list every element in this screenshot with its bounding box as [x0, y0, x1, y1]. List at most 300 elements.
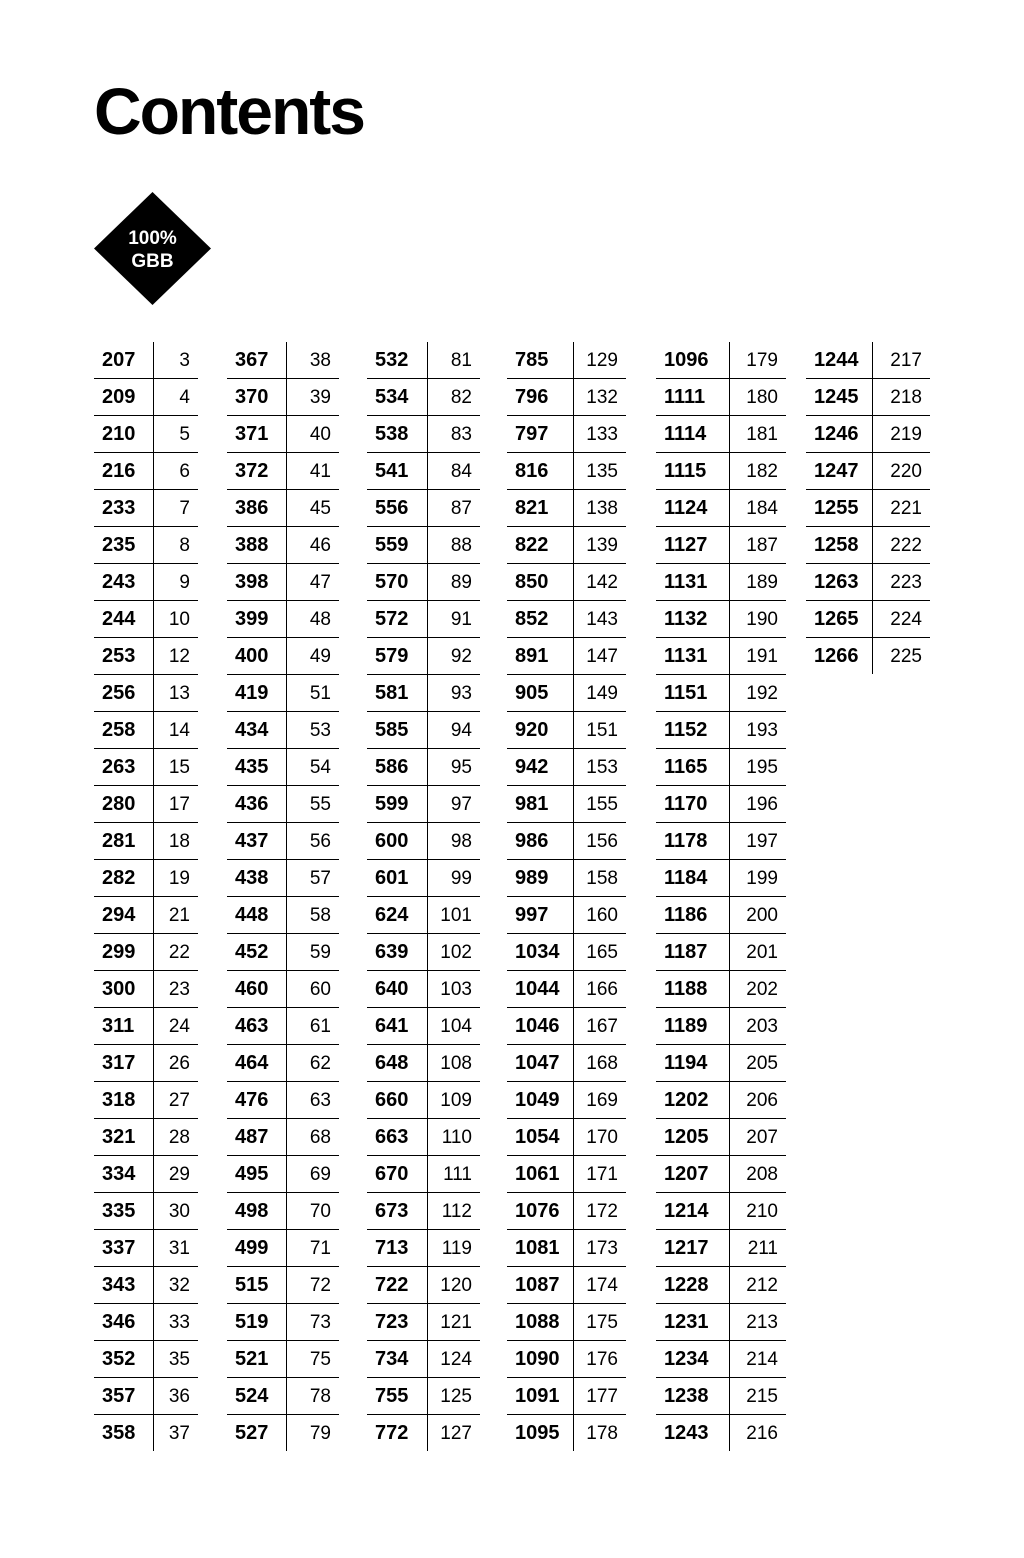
contents-row: [227, 342, 339, 379]
page-number: 29: [153, 1156, 198, 1193]
entry-number: 1202: [656, 1082, 729, 1119]
page-number: 119: [427, 1230, 480, 1267]
contents-row: [94, 1193, 198, 1230]
entry-number: 920: [507, 712, 573, 749]
contents-row: [806, 527, 930, 564]
entry-number: 1114: [656, 416, 729, 453]
entry-number: 586: [367, 749, 427, 786]
entry-number: 1188: [656, 971, 729, 1008]
contents-column-2: [227, 342, 339, 1451]
page-number: 158: [573, 860, 626, 897]
entry-number: 372: [227, 453, 286, 490]
entry-number: 464: [227, 1045, 286, 1082]
page-number: 9: [153, 564, 198, 601]
page-number: 174: [573, 1267, 626, 1304]
page-number: 171: [573, 1156, 626, 1193]
entry-number: 1054: [507, 1119, 573, 1156]
entry-number: 263: [94, 749, 153, 786]
page-number: 216: [729, 1415, 786, 1452]
contents-column-4: [507, 342, 626, 1451]
contents-row: [227, 1082, 339, 1119]
entry-number: 499: [227, 1230, 286, 1267]
page-number: 143: [573, 601, 626, 638]
entry-number: 521: [227, 1341, 286, 1378]
contents-row: [94, 342, 198, 379]
contents-row: [367, 564, 480, 601]
contents-row: [367, 1267, 480, 1304]
page-number: 84: [427, 453, 480, 490]
page-number: 221: [872, 490, 930, 527]
entry-number: 942: [507, 749, 573, 786]
entry-number: 1207: [656, 1156, 729, 1193]
page-number: 215: [729, 1378, 786, 1415]
contents-row: [227, 379, 339, 416]
page-number: 36: [153, 1378, 198, 1415]
contents-row: [367, 860, 480, 897]
entry-number: 1127: [656, 527, 729, 564]
page-number: 92: [427, 638, 480, 675]
contents-row: [507, 1378, 626, 1415]
entry-number: 1178: [656, 823, 729, 860]
contents-row: [507, 860, 626, 897]
contents-row: [227, 1378, 339, 1415]
contents-row: [367, 675, 480, 712]
page-number: 51: [286, 675, 339, 712]
entry-number: 317: [94, 1045, 153, 1082]
entry-number: 1189: [656, 1008, 729, 1045]
page-number: 93: [427, 675, 480, 712]
page-number: 125: [427, 1378, 480, 1415]
contents-row: [367, 897, 480, 934]
page-number: 31: [153, 1230, 198, 1267]
page-number: 224: [872, 601, 930, 638]
entry-number: 1194: [656, 1045, 729, 1082]
page-number: 219: [872, 416, 930, 453]
entry-number: 772: [375, 1422, 409, 1444]
entry-number: 386: [227, 490, 286, 527]
entry-number: 436: [227, 786, 286, 823]
page-number: 70: [286, 1193, 339, 1230]
page-number: 81: [427, 342, 480, 379]
contents-row: [227, 601, 339, 638]
page-number: 156: [573, 823, 626, 860]
entry-number: 660: [367, 1082, 427, 1119]
entry-number: 209: [94, 379, 153, 416]
entry-number: 532: [367, 342, 427, 379]
page-number: 197: [729, 823, 786, 860]
entry-number: 1124: [656, 490, 729, 527]
page-number: 28: [153, 1119, 198, 1156]
page-number: 26: [153, 1045, 198, 1082]
page-number: 190: [729, 601, 786, 638]
entry-number: 282: [94, 860, 153, 897]
page-number: 12: [153, 638, 198, 675]
contents-row: [227, 860, 339, 897]
page-number: 98: [427, 823, 480, 860]
page-number: 14: [153, 712, 198, 749]
entry-number: 1247: [806, 453, 872, 490]
contents-row: [227, 897, 339, 934]
entry-number: 233: [94, 490, 153, 527]
entry-number: 524: [227, 1378, 286, 1415]
contents-row: [507, 1267, 626, 1304]
contents-row: [94, 1415, 198, 1452]
page-number: 212: [729, 1267, 786, 1304]
contents-row: [367, 971, 480, 1008]
entry-number: 559: [367, 527, 427, 564]
page-number: 63: [286, 1082, 339, 1119]
page-number: 83: [427, 416, 480, 453]
entry-number: 1088: [507, 1304, 573, 1341]
entry-number: 600: [367, 823, 427, 860]
page-number: 49: [286, 638, 339, 675]
page-number: 153: [573, 749, 626, 786]
contents-row: [806, 638, 930, 675]
entry-number: 487: [227, 1119, 286, 1156]
entry-number: 541: [367, 453, 427, 490]
contents-row: [227, 490, 339, 527]
entry-number: 358: [102, 1422, 136, 1444]
entry-number: 601: [367, 860, 427, 897]
page-number: 133: [573, 416, 626, 453]
page-number: 206: [729, 1082, 786, 1119]
page-number: 165: [573, 934, 626, 971]
page-number: 75: [286, 1341, 339, 1378]
entry-number: 300: [94, 971, 153, 1008]
contents-row: [227, 1415, 339, 1452]
entry-number: 981: [507, 786, 573, 823]
contents-row: [367, 1008, 480, 1045]
entry-number: 1115: [656, 453, 729, 490]
page-number: 71: [286, 1230, 339, 1267]
page-number: 78: [286, 1378, 339, 1415]
contents-row: [656, 1230, 786, 1267]
contents-row: [656, 897, 786, 934]
contents-row: [94, 1230, 198, 1267]
entry-number: 1187: [656, 934, 729, 971]
page-number: 69: [286, 1156, 339, 1193]
contents-row: [507, 490, 626, 527]
page-number: 166: [573, 971, 626, 1008]
contents-row: [227, 749, 339, 786]
page-number: 187: [729, 527, 786, 564]
page-number: 170: [573, 1119, 626, 1156]
entry-number: 1047: [507, 1045, 573, 1082]
entry-number: 821: [507, 490, 573, 527]
page-number: 208: [729, 1156, 786, 1193]
entry-number: 370: [227, 379, 286, 416]
page-number: 18: [153, 823, 198, 860]
contents-column-5: [656, 342, 786, 1451]
entry-number: 1044: [507, 971, 573, 1008]
contents-row: [656, 1415, 786, 1452]
contents-row: [94, 971, 198, 1008]
entry-number: 1131: [656, 638, 729, 675]
contents-row: [94, 1267, 198, 1304]
page-number: 59: [286, 934, 339, 971]
contents-row: [656, 749, 786, 786]
contents-row: [367, 490, 480, 527]
contents-row: [367, 379, 480, 416]
entry-number: 1214: [656, 1193, 729, 1230]
page-number: 97: [427, 786, 480, 823]
contents-row: [94, 934, 198, 971]
contents-row: [507, 416, 626, 453]
page-number: 172: [573, 1193, 626, 1230]
contents-row: [94, 1304, 198, 1341]
entry-number: 419: [227, 675, 286, 712]
contents-row: [367, 786, 480, 823]
contents-row: [367, 342, 480, 379]
entry-number: 1076: [507, 1193, 573, 1230]
page-number: 207: [729, 1119, 786, 1156]
entry-number: 797: [507, 416, 573, 453]
page-number: 149: [573, 675, 626, 712]
entry-number: 796: [507, 379, 573, 416]
page-number: 109: [427, 1082, 480, 1119]
entry-number: 734: [367, 1341, 427, 1378]
entry-number: 572: [367, 601, 427, 638]
page-number: 62: [286, 1045, 339, 1082]
contents-row: [507, 1415, 626, 1452]
entry-number: 334: [94, 1156, 153, 1193]
entry-number: 850: [507, 564, 573, 601]
page-number: 155: [573, 786, 626, 823]
page-number: 94: [427, 712, 480, 749]
contents-row: [227, 1341, 339, 1378]
contents-row: [367, 1304, 480, 1341]
contents-row: [507, 1304, 626, 1341]
contents-row: [507, 823, 626, 860]
page-number: 195: [729, 749, 786, 786]
page-number: 127: [427, 1415, 480, 1452]
entry-number: 399: [227, 601, 286, 638]
contents-row: [507, 1341, 626, 1378]
contents-row: [227, 1304, 339, 1341]
page-number: 135: [573, 453, 626, 490]
contents-row: [507, 1082, 626, 1119]
contents-row: [656, 1156, 786, 1193]
contents-row: [94, 1119, 198, 1156]
page-number: 45: [286, 490, 339, 527]
page-number: 54: [286, 749, 339, 786]
entry-number: 997: [507, 897, 573, 934]
entry-number: 515: [227, 1267, 286, 1304]
page-number: 15: [153, 749, 198, 786]
contents-row: [507, 712, 626, 749]
page-number: 95: [427, 749, 480, 786]
page-number: 214: [729, 1341, 786, 1378]
entry-number: 437: [227, 823, 286, 860]
page-number: 218: [872, 379, 930, 416]
entry-number: 463: [227, 1008, 286, 1045]
page-number: 210: [729, 1193, 786, 1230]
contents-row: [507, 1008, 626, 1045]
page-number: 108: [427, 1045, 480, 1082]
page-number: 202: [729, 971, 786, 1008]
page-number: 203: [729, 1008, 786, 1045]
entry-number: 235: [94, 527, 153, 564]
page-number: 112: [427, 1193, 480, 1230]
contents-row: [367, 934, 480, 971]
page-number: 201: [729, 934, 786, 971]
entry-number: 1234: [656, 1341, 729, 1378]
entry-number: 1228: [656, 1267, 729, 1304]
page-number: 223: [872, 564, 930, 601]
entry-number: 663: [367, 1119, 427, 1156]
contents-row: [94, 897, 198, 934]
page-number: 173: [573, 1230, 626, 1267]
page-number: 205: [729, 1045, 786, 1082]
page-number: 213: [729, 1304, 786, 1341]
entry-number: 452: [227, 934, 286, 971]
contents-column-1: [94, 342, 198, 1451]
page-number: 177: [573, 1378, 626, 1415]
contents-row: [94, 1008, 198, 1045]
contents-row: [507, 1156, 626, 1193]
entry-number: 1132: [656, 601, 729, 638]
contents-row: [94, 564, 198, 601]
entry-number: 294: [94, 897, 153, 934]
contents-row: [656, 971, 786, 1008]
page-number: 217: [872, 342, 930, 379]
page-number: 138: [573, 490, 626, 527]
contents-row: [656, 1008, 786, 1045]
entry-number: 1151: [656, 675, 729, 712]
contents-row: [507, 527, 626, 564]
page-number: 168: [573, 1045, 626, 1082]
gbb-diamond-badge: [94, 192, 211, 305]
entry-number: 1255: [806, 490, 872, 527]
entry-number: 495: [227, 1156, 286, 1193]
page-number: 147: [573, 638, 626, 675]
page-number: 225: [872, 638, 930, 675]
entry-number: 986: [507, 823, 573, 860]
entry-number: 905: [507, 675, 573, 712]
page-number: 47: [286, 564, 339, 601]
contents-row: [367, 1156, 480, 1193]
contents-row: [94, 749, 198, 786]
page-number: 61: [286, 1008, 339, 1045]
page-number: 120: [427, 1267, 480, 1304]
entry-number: 1263: [806, 564, 872, 601]
page-number: 200: [729, 897, 786, 934]
contents-row: [94, 860, 198, 897]
entry-number: 1258: [806, 527, 872, 564]
entry-number: 1152: [656, 712, 729, 749]
entry-number: 648: [367, 1045, 427, 1082]
entry-number: 244: [94, 601, 153, 638]
contents-row: [227, 712, 339, 749]
entry-number: 398: [227, 564, 286, 601]
page-number: 180: [729, 379, 786, 416]
contents-row: [94, 1341, 198, 1378]
page-title: Contents: [94, 74, 364, 148]
contents-row: [656, 712, 786, 749]
page-number: 21: [153, 897, 198, 934]
contents-row: [656, 416, 786, 453]
entry-number: 1265: [806, 601, 872, 638]
entry-number: 1246: [806, 416, 872, 453]
contents-row: [656, 379, 786, 416]
page-number: 222: [872, 527, 930, 564]
contents-row: [367, 1230, 480, 1267]
page-number: 169: [573, 1082, 626, 1119]
contents-row: [367, 1119, 480, 1156]
page-number: 132: [573, 379, 626, 416]
contents-row: [94, 638, 198, 675]
page-number: 104: [427, 1008, 480, 1045]
contents-row: [94, 1156, 198, 1193]
page-number: 68: [286, 1119, 339, 1156]
page-number: 82: [427, 379, 480, 416]
page-number: 30: [153, 1193, 198, 1230]
contents-row: [227, 934, 339, 971]
contents-row: [507, 1045, 626, 1082]
contents-row: [94, 379, 198, 416]
contents-row: [656, 564, 786, 601]
page-number: 4: [153, 379, 198, 416]
contents-column-6: [806, 342, 930, 674]
page-number: 60: [286, 971, 339, 1008]
contents-row: [656, 823, 786, 860]
page-number: 23: [153, 971, 198, 1008]
contents-row: [656, 1119, 786, 1156]
contents-row: [227, 453, 339, 490]
contents-row: [507, 1193, 626, 1230]
contents-row: [507, 638, 626, 675]
contents-row: [656, 527, 786, 564]
contents-row: [367, 416, 480, 453]
contents-row: [367, 1378, 480, 1415]
contents-row: [367, 1082, 480, 1119]
contents-row: [806, 601, 930, 638]
contents-row: [507, 1230, 626, 1267]
page-number: 79: [286, 1415, 339, 1452]
contents-row: [806, 379, 930, 416]
contents-row: [656, 675, 786, 712]
entry-number: 579: [367, 638, 427, 675]
contents-row: [656, 453, 786, 490]
page-number: 27: [153, 1082, 198, 1119]
page-number: 101: [427, 897, 480, 934]
contents-row: [227, 1045, 339, 1082]
contents-row: [806, 490, 930, 527]
page-number: 193: [729, 712, 786, 749]
contents-row: [227, 1156, 339, 1193]
contents-row: [367, 1045, 480, 1082]
badge-line-1: 100%: [128, 228, 177, 249]
contents-row: [656, 638, 786, 675]
entry-number: 388: [227, 527, 286, 564]
contents-row: [507, 749, 626, 786]
entry-number: 281: [94, 823, 153, 860]
contents-column-3: [367, 342, 480, 1451]
page-number: 99: [427, 860, 480, 897]
contents-row: [507, 342, 626, 379]
page-number: 56: [286, 823, 339, 860]
entry-number: 256: [94, 675, 153, 712]
entry-number: 1186: [656, 897, 729, 934]
entry-number: 1231: [656, 1304, 729, 1341]
entry-number: 599: [367, 786, 427, 823]
contents-row: [656, 1341, 786, 1378]
page-number: 176: [573, 1341, 626, 1378]
page-number: 41: [286, 453, 339, 490]
entry-number: 207: [94, 342, 153, 379]
entry-number: 210: [94, 416, 153, 453]
page-number: 181: [729, 416, 786, 453]
